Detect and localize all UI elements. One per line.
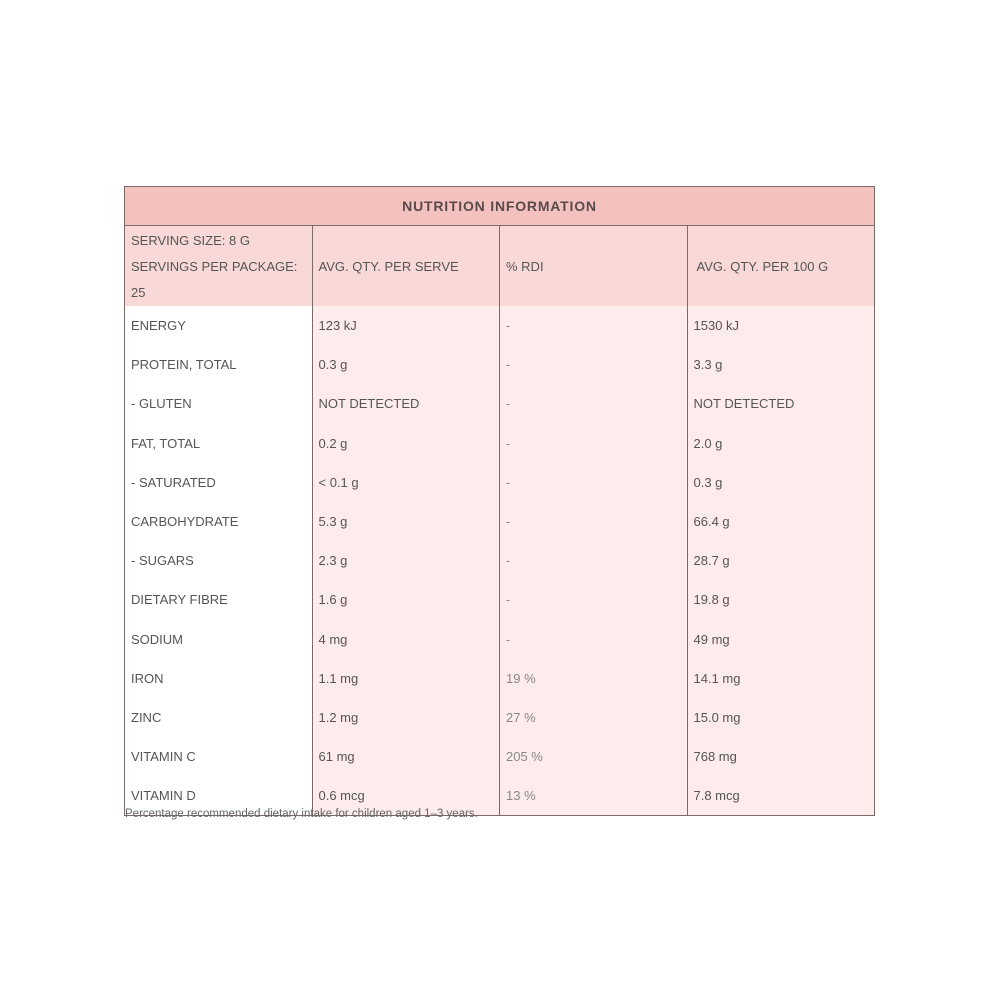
table-title-row — [125, 187, 875, 226]
per-100g-value: 0.3 g — [687, 463, 875, 502]
per-100g-value: NOT DETECTED — [687, 384, 875, 423]
nutrient-name: VITAMIN C — [125, 737, 313, 776]
table-row — [125, 384, 875, 423]
rdi-value: - — [500, 580, 688, 619]
per-100g-value: 1530 kJ — [687, 306, 875, 345]
table-title: NUTRITION INFORMATION — [125, 187, 875, 226]
table-header-row — [125, 226, 875, 307]
rdi-value: - — [500, 463, 688, 502]
footnote: Percentage recommended dietary intake for children aged 1–3 years. — [125, 808, 478, 820]
per-serve-value: NOT DETECTED — [312, 384, 500, 423]
per-100g-value: 2.0 g — [687, 424, 875, 463]
per-serve-value: 4 mg — [312, 620, 500, 659]
table-row — [125, 580, 875, 619]
per-100g-value: 15.0 mg — [687, 698, 875, 737]
table-row — [125, 620, 875, 659]
nutrient-name: IRON — [125, 659, 313, 698]
rdi-value: 27 % — [500, 698, 688, 737]
col-header-per-100g: AVG. QTY. PER 100 G — [687, 226, 875, 307]
nutrient-name: ENERGY — [125, 306, 313, 345]
per-100g-value: 28.7 g — [687, 541, 875, 580]
col-header-per-serve: AVG. QTY. PER SERVE — [312, 226, 500, 307]
nutrient-name: - GLUTEN — [125, 384, 313, 423]
per-100g-value: 7.8 mcg — [687, 776, 875, 816]
table-row — [125, 306, 875, 345]
nutrition-panel — [124, 186, 875, 816]
per-serve-value: 1.2 mg — [312, 698, 500, 737]
nutrient-name: - SUGARS — [125, 541, 313, 580]
per-serve-value: < 0.1 g — [312, 463, 500, 502]
table-row — [125, 424, 875, 463]
table-row — [125, 463, 875, 502]
rdi-value: 19 % — [500, 659, 688, 698]
per-serve-value: 0.2 g — [312, 424, 500, 463]
per-100g-value: 66.4 g — [687, 502, 875, 541]
serving-info — [125, 226, 313, 307]
per-100g-value: 49 mg — [687, 620, 875, 659]
rdi-value: 13 % — [500, 776, 688, 816]
per-serve-value: 1.6 g — [312, 580, 500, 619]
nutrition-table — [124, 186, 875, 816]
table-row — [125, 737, 875, 776]
table-row — [125, 659, 875, 698]
nutrient-name: DIETARY FIBRE — [125, 580, 313, 619]
rdi-value: - — [500, 384, 688, 423]
nutrient-name: VITAMIN D — [125, 776, 313, 816]
rdi-value: - — [500, 345, 688, 384]
rdi-value: - — [500, 424, 688, 463]
per-serve-value: 2.3 g — [312, 541, 500, 580]
table-row — [125, 541, 875, 580]
nutrient-name: FAT, TOTAL — [125, 424, 313, 463]
serving-size: SERVING SIZE: 8 G — [131, 233, 250, 248]
per-serve-value: 61 mg — [312, 737, 500, 776]
table-row — [125, 345, 875, 384]
per-100g-value: 19.8 g — [687, 580, 875, 619]
col-header-rdi: % RDI — [500, 226, 688, 307]
per-100g-value: 768 mg — [687, 737, 875, 776]
per-100g-value: 3.3 g — [687, 345, 875, 384]
per-100g-value: 14.1 mg — [687, 659, 875, 698]
table-row — [125, 698, 875, 737]
rdi-value: - — [500, 541, 688, 580]
nutrient-name: PROTEIN, TOTAL — [125, 345, 313, 384]
rdi-value: 205 % — [500, 737, 688, 776]
servings-per-package: SERVINGS PER PACKAGE: 25 — [131, 259, 298, 300]
per-serve-value: 5.3 g — [312, 502, 500, 541]
nutrient-name: - SATURATED — [125, 463, 313, 502]
rdi-value: - — [500, 620, 688, 659]
per-serve-value: 0.6 mcg — [312, 776, 500, 816]
table-row — [125, 502, 875, 541]
nutrient-name: CARBOHYDRATE — [125, 502, 313, 541]
rdi-value: - — [500, 502, 688, 541]
per-serve-value: 1.1 mg — [312, 659, 500, 698]
nutrient-name: ZINC — [125, 698, 313, 737]
rdi-value: - — [500, 306, 688, 345]
per-serve-value: 0.3 g — [312, 345, 500, 384]
per-serve-value: 123 kJ — [312, 306, 500, 345]
nutrient-name: SODIUM — [125, 620, 313, 659]
